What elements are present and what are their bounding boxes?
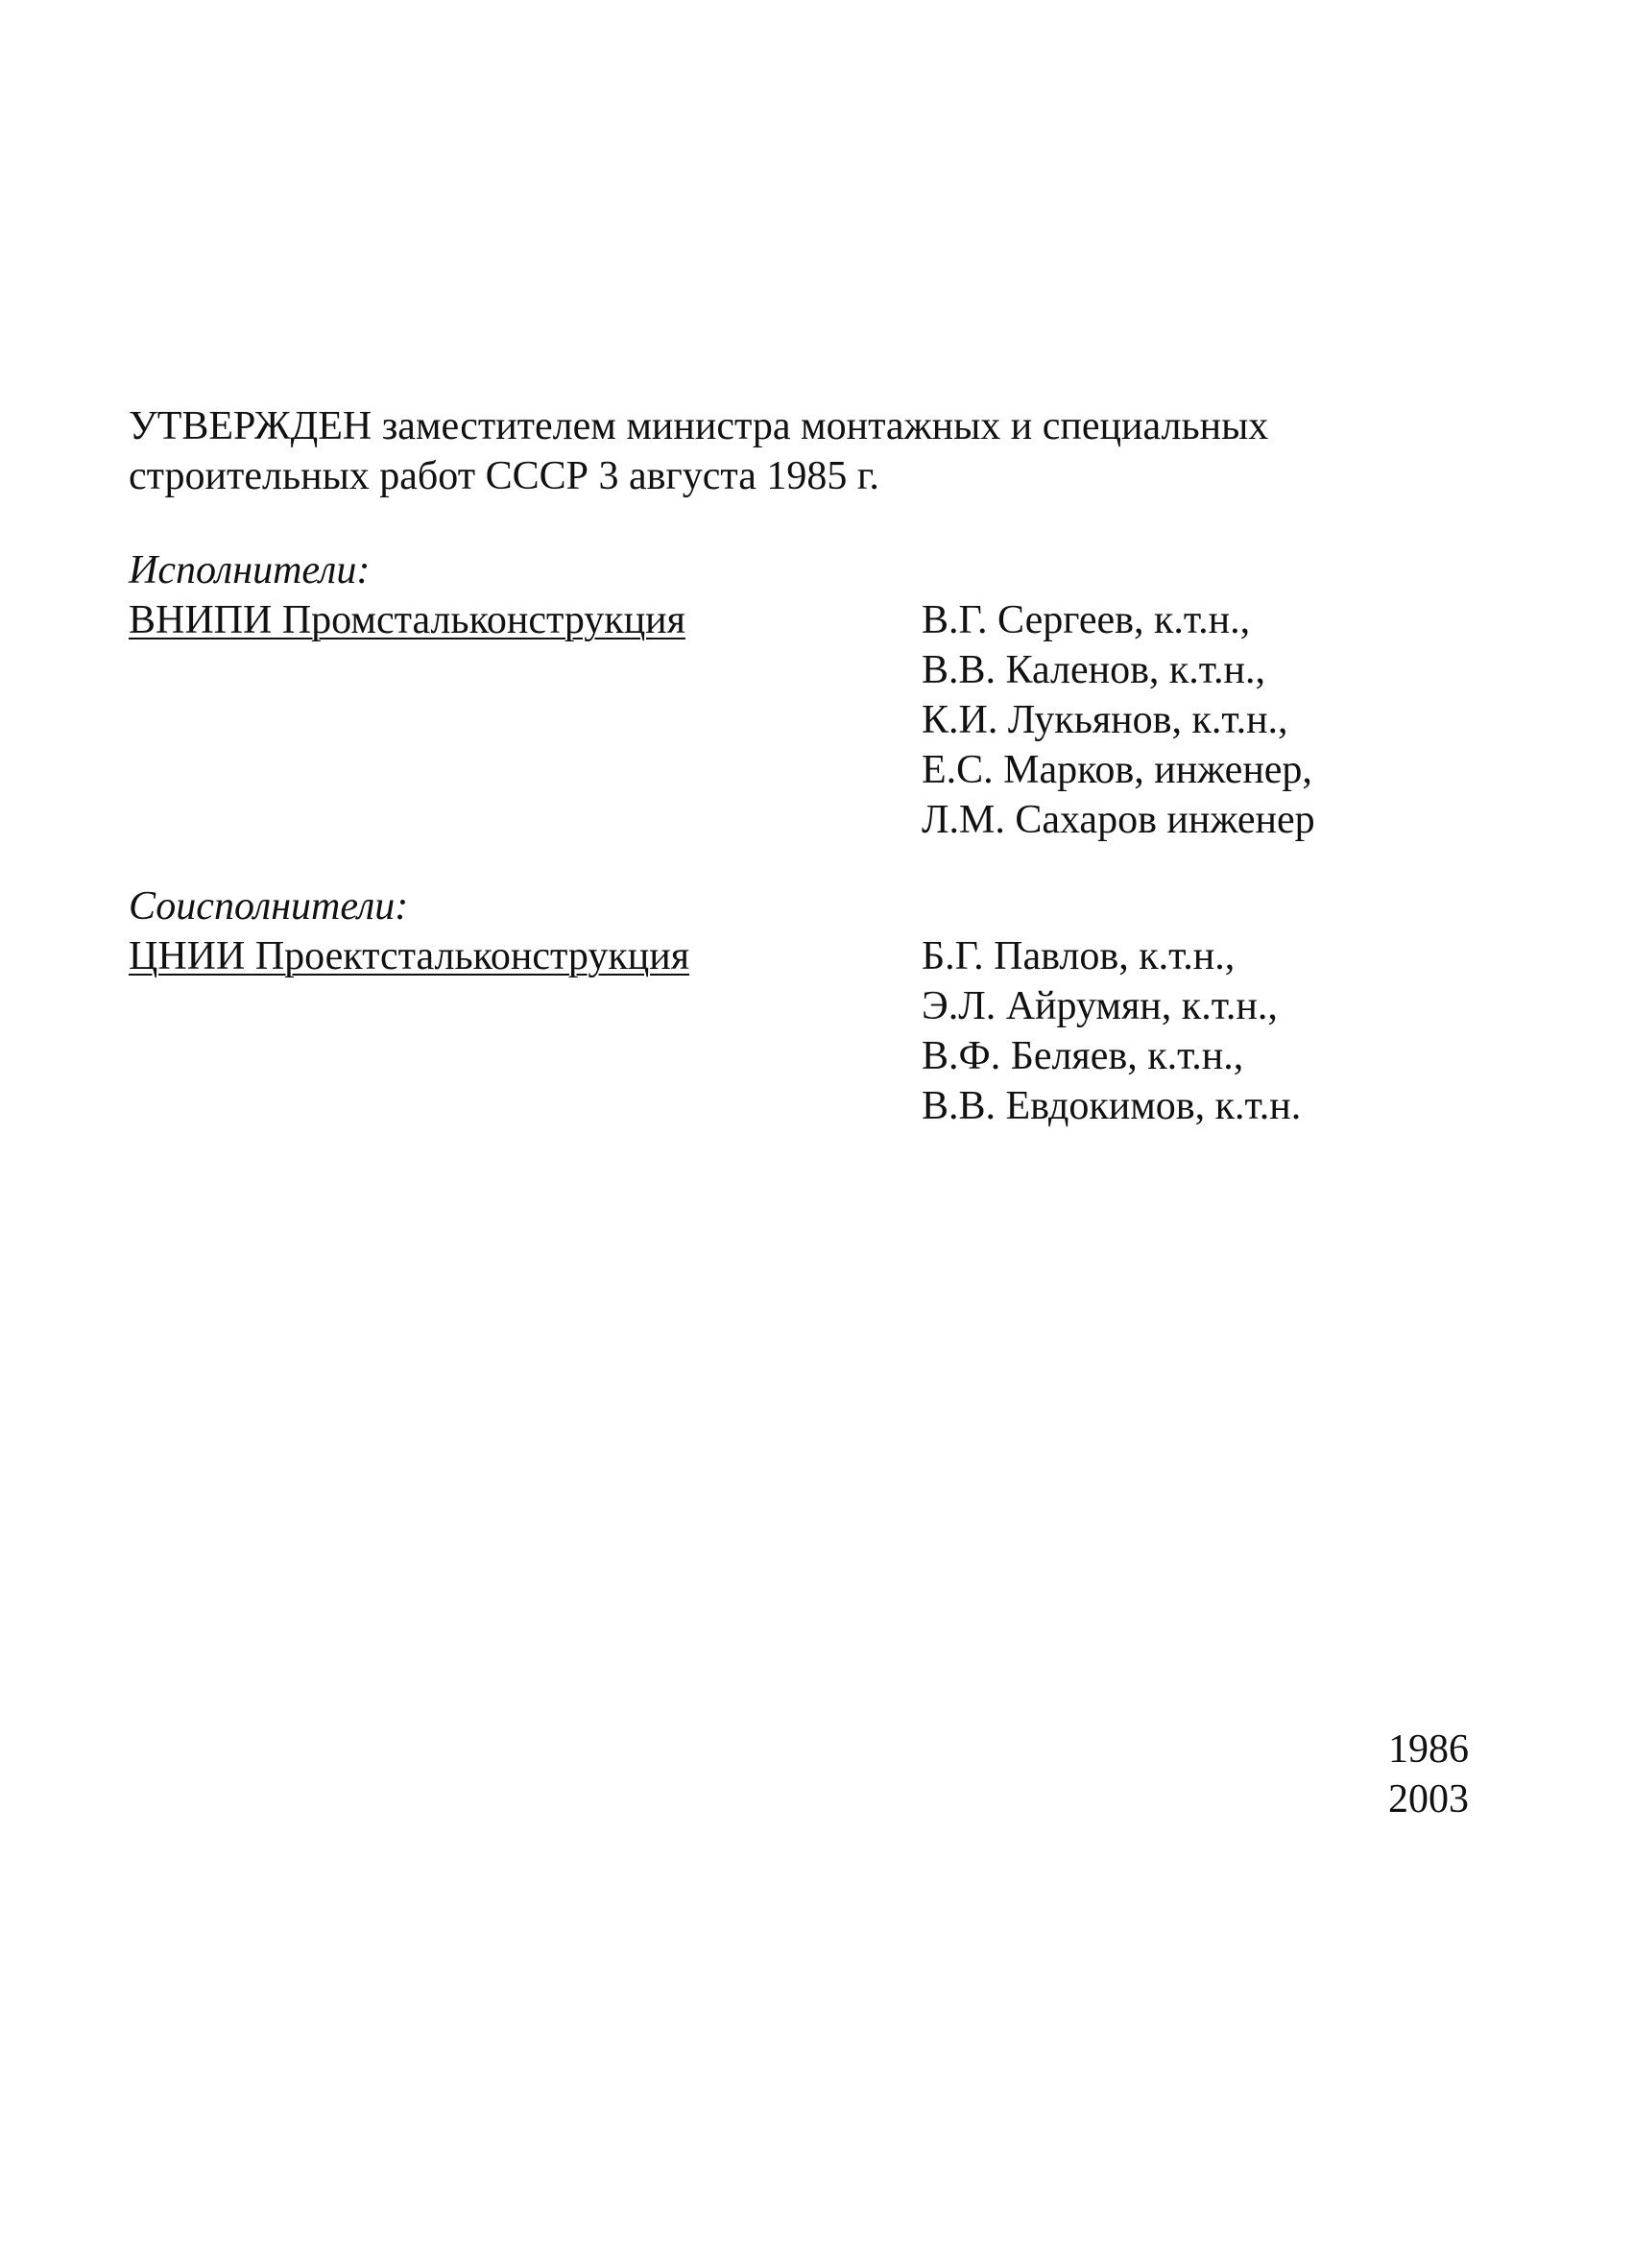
executors-people-list [922,595,1315,845]
coexecutors-heading: Соисполнители: [129,884,409,929]
coexecutor-person: Б.Г. Павлов, к.т.н., [922,934,1236,978]
year-original: 1986 [1388,1727,1469,1772]
executor-person: В.Г. Сергеев, к.т.н., [922,598,1251,642]
executors-heading: Исполнители: [129,548,371,592]
coexecutor-person: В.Ф. Беляев, к.т.н., [922,1034,1244,1078]
year-reissue: 2003 [1388,1777,1469,1822]
executors-row [129,595,1492,845]
approval-line-1: УТВЕРЖДЕН заместителем министра монтажных и специальных [129,404,1269,448]
coexecutors-block [129,881,1492,1131]
coexecutors-people-list [922,931,1301,1131]
executor-person: Л.М. Сахаров инженер [922,798,1315,842]
executor-person: В.В. Каленов, к.т.н., [922,648,1265,692]
coexecutors-organization: ЦНИИ Проектстальконструкция [129,934,690,978]
coexecutor-person: Э.Л. Айрумян, к.т.н., [922,984,1278,1028]
approval-line-2: строительных работ СССР 3 августа 1985 г. [129,454,879,498]
coexecutor-person: В.В. Евдокимов, к.т.н. [922,1084,1302,1128]
executor-person: Е.С. Марков, инженер, [922,748,1312,792]
coexecutors-row [129,931,1492,1131]
executors-block [129,545,1492,845]
executors-organization: ВНИПИ Промстальконструкция [129,598,685,642]
executor-person: К.И. Лукьянов, к.т.н., [922,698,1288,742]
publication-years [1373,1725,1469,1824]
approval-statement [129,401,1473,501]
